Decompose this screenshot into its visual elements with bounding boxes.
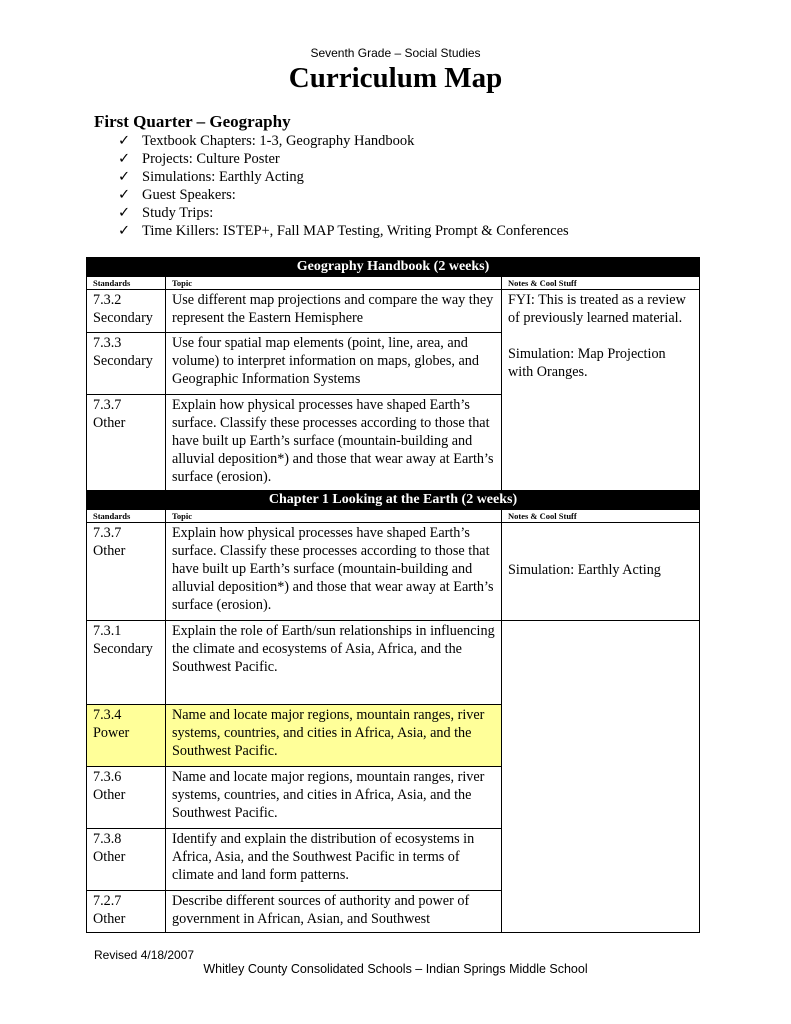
checklist-item-label: Time Killers: ISTEP+, Fall MAP Testing, Writing Prompt & Conferences xyxy=(142,223,569,239)
section-header-row xyxy=(87,491,700,510)
notes-column-header: Notes & Cool Stuff xyxy=(502,277,700,290)
notes-cell-empty xyxy=(502,621,700,933)
standard-type: Secondary xyxy=(93,353,153,369)
standard-code: 7.3.3 xyxy=(93,335,122,351)
notes-cell xyxy=(502,523,700,621)
table-row xyxy=(87,621,700,705)
page-title: Curriculum Map xyxy=(288,62,503,94)
standard-cell xyxy=(87,523,166,621)
standard-cell xyxy=(87,290,166,333)
standard-cell xyxy=(87,829,166,891)
standard-code: 7.3.2 xyxy=(93,292,122,308)
standard-cell xyxy=(87,891,166,933)
standard-cell xyxy=(87,705,166,767)
standard-code: 7.3.6 xyxy=(93,769,122,785)
standard-cell xyxy=(87,621,166,705)
topic-cell: Name and locate major regions, mountain ranges, river systems, countries, and cities in Africa, Asia, and the Southwest Pacific. xyxy=(166,767,502,829)
standard-type: Power xyxy=(93,725,130,741)
standard-code: 7.3.7 xyxy=(93,525,122,541)
checkmark-icon: ✓ xyxy=(118,133,131,149)
column-header-row xyxy=(87,277,700,290)
course-header: Seventh Grade – Social Studies xyxy=(310,46,481,60)
section-header-row xyxy=(87,258,700,277)
checklist-item-label: Simulations: Earthly Acting xyxy=(142,169,304,185)
section-title: Geography Handbook (2 weeks) xyxy=(87,258,700,277)
standards-column-header: Standards xyxy=(87,277,166,290)
checklist-item xyxy=(118,168,569,186)
notes-cell xyxy=(502,290,700,491)
checklist-item xyxy=(118,132,569,150)
curriculum-table xyxy=(86,257,700,933)
checklist-item-label: Textbook Chapters: 1-3, Geography Handbook xyxy=(142,133,415,149)
quarter-heading: First Quarter – Geography xyxy=(94,112,291,131)
standard-type: Secondary xyxy=(93,310,153,326)
checklist-item xyxy=(118,186,569,204)
checklist-item xyxy=(118,150,569,168)
notes-text: Simulation: Earthly Acting xyxy=(508,562,661,578)
standard-code: 7.2.7 xyxy=(93,893,122,909)
checkmark-icon: ✓ xyxy=(118,223,131,239)
revised-date: Revised 4/18/2007 xyxy=(94,948,195,962)
standard-cell xyxy=(87,767,166,829)
checkmark-icon: ✓ xyxy=(118,205,131,221)
standards-column-header: Standards xyxy=(87,510,166,523)
topic-column-header: Topic xyxy=(166,277,502,290)
standard-type: Other xyxy=(93,849,126,865)
topic-column-header: Topic xyxy=(166,510,502,523)
standard-cell xyxy=(87,395,166,491)
standard-type: Other xyxy=(93,543,126,559)
checklist-item-label: Guest Speakers: xyxy=(142,187,236,203)
notes-column-header: Notes & Cool Stuff xyxy=(502,510,700,523)
notes-text: FYI: This is treated as a review of previously learned material. xyxy=(508,292,686,326)
topic-cell: Name and locate major regions, mountain ranges, river systems, countries, and cities in Africa, Asia, and the Southwest Pacific. xyxy=(166,705,502,767)
notes-text: Simulation: Map Projection with Oranges. xyxy=(508,346,666,380)
checkmark-icon: ✓ xyxy=(118,187,131,203)
quarter-checklist xyxy=(118,132,569,240)
checkmark-icon: ✓ xyxy=(118,169,131,185)
standard-code: 7.3.1 xyxy=(93,623,122,639)
topic-cell: Explain how physical processes have shaped Earth’s surface. Classify these processes according to those that have built up Earth’s surface (mountain-building and alluvial deposition*) and those that wear away at Earth’s surface (erosion). xyxy=(166,523,502,621)
checklist-item-label: Study Trips: xyxy=(142,205,214,221)
topic-cell: Identify and explain the distribution of ecosystems in Africa, Asia, and the Southwest Pacific in terms of climate and land form patterns. xyxy=(166,829,502,891)
topic-cell: Explain the role of Earth/sun relationships in influencing the climate and ecosystems of Asia, Africa, and the Southwest Pacific. xyxy=(166,621,502,705)
standard-code: 7.3.4 xyxy=(93,707,122,723)
checklist-item xyxy=(118,222,569,240)
standard-type: Secondary xyxy=(93,641,153,657)
checkmark-icon: ✓ xyxy=(118,151,131,167)
section-title: Chapter 1 Looking at the Earth (2 weeks) xyxy=(87,491,700,510)
topic-cell: Describe different sources of authority and power of government in African, Asian, and Southwest xyxy=(166,891,502,933)
standard-code: 7.3.7 xyxy=(93,397,122,413)
standard-cell xyxy=(87,333,166,395)
standard-type: Other xyxy=(93,787,126,803)
page-footer: Whitley County Consolidated Schools – Indian Springs Middle School xyxy=(203,962,588,976)
topic-cell: Explain how physical processes have shaped Earth’s surface. Classify these processes according to those that have built up Earth’s surface (mountain-building and alluvial deposition*) and those that wear away at Earth’s surface (erosion). xyxy=(166,395,502,491)
topic-cell: Use four spatial map elements (point, line, area, and volume) to interpret information on maps, globes, and Geographic Information Systems xyxy=(166,333,502,395)
checklist-item xyxy=(118,204,569,222)
standard-type: Other xyxy=(93,911,126,927)
standard-type: Other xyxy=(93,415,126,431)
checklist-item-label: Projects: Culture Poster xyxy=(142,151,280,167)
topic-cell: Use different map projections and compare the way they represent the Eastern Hemisphere xyxy=(166,290,502,333)
table-row xyxy=(87,523,700,621)
standard-code: 7.3.8 xyxy=(93,831,122,847)
column-header-row xyxy=(87,510,700,523)
table-row xyxy=(87,290,700,333)
